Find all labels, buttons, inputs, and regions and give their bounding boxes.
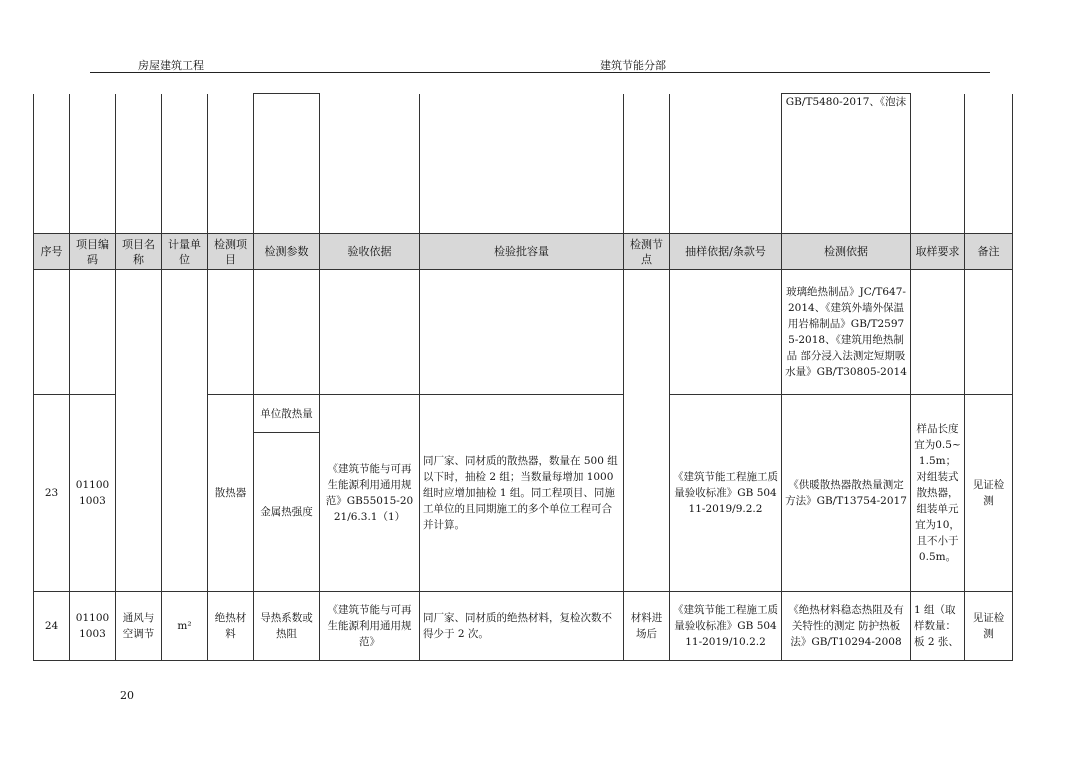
row23-test-basis: 《供暖散热器散热量测定方法》GB/T13754-2017	[782, 395, 911, 592]
row23-name-cell	[116, 270, 162, 592]
table-header-row	[34, 234, 1013, 270]
col-header-sampling: 抽样依据/条款号	[670, 234, 782, 270]
row23-sampling: 《建筑节能工程施工质量验收标准》GB 50411-2019/9.2.2	[670, 395, 782, 592]
col-header-unit: 计量单位	[162, 234, 208, 270]
row24-test-basis: 《绝热材料稳态热阻及有关特性的测定 防护热板法》GB/T10294-2008	[782, 592, 911, 661]
row24-sampling: 《建筑节能工程施工质量验收标准》GB 50411-2019/10.2.2	[670, 592, 782, 661]
row23-sample-req: 样品长度宜为0.5~1.5m；对组装式散热器，组装单元宜为10，且不小于0.5m。	[911, 395, 965, 592]
continuation-row	[34, 270, 1013, 395]
row24-remark: 见证检测	[965, 592, 1013, 661]
row23-param-1: 单位散热量	[254, 395, 320, 433]
table-row	[34, 592, 1013, 661]
col-header-acceptance: 验收依据	[320, 234, 420, 270]
row23-node-cell	[624, 270, 670, 592]
row23-seq: 23	[34, 395, 70, 592]
row24-param: 导热系数或热阻	[254, 592, 320, 661]
col-header-item: 检测项目	[208, 234, 254, 270]
col-header-sample-req: 取样要求	[911, 234, 965, 270]
row23-param-2: 金属热强度	[254, 433, 320, 592]
row24-acceptance: 《建筑节能与可再生能源利用通用规范》	[320, 592, 420, 661]
col-header-node: 检测节点	[624, 234, 670, 270]
col-header-name: 项目名称	[116, 234, 162, 270]
col-header-batch: 检验批容量	[420, 234, 624, 270]
col-header-param: 检测参数	[254, 234, 320, 270]
carryover-basis-cell: GB/T5480-2017、《泡沫	[782, 94, 911, 234]
col-header-seq: 序号	[34, 234, 70, 270]
row23-remark: 见证检测	[965, 395, 1013, 592]
page-number: 20	[120, 689, 134, 702]
row24-code: 01100 1003	[70, 592, 116, 661]
row23-acceptance: 《建筑节能与可再生能源利用通用规范》GB55015-2021/6.3.1（1）	[320, 395, 420, 592]
inspection-table	[33, 93, 1013, 661]
continuation-basis: 玻璃绝热制品》JC/T647-2014、《建筑外墙外保温用岩棉制品》GB/T25975-2018、《建筑用绝热制品 部分浸入法测定短期吸水量》GB/T30805-2014	[782, 270, 911, 395]
row24-item: 绝热材料	[208, 592, 254, 661]
carryover-row	[34, 94, 1013, 234]
col-header-code: 项目编码	[70, 234, 116, 270]
row24-batch: 同厂家、同材质的绝热材料，复检次数不得少于 2 次。	[420, 592, 624, 661]
row24-node: 材料进场后	[624, 592, 670, 661]
row24-name: 通风与空调节	[116, 592, 162, 661]
col-header-remark: 备注	[965, 234, 1013, 270]
row24-seq: 24	[34, 592, 70, 661]
row23-code: 01100 1003	[70, 395, 116, 592]
header-rule	[90, 72, 990, 73]
row23-batch: 同厂家、同材质的散热器，数量在 500 组以下时，抽检 2 组；当数量每增加 1000 组时应增加抽检 1 组。同工程项目、同施工单位的且同期施工的多个单位工程可合并计算。	[420, 395, 624, 592]
row24-unit: m²	[162, 592, 208, 661]
col-header-test-basis: 检测依据	[782, 234, 911, 270]
row23-item: 散热器	[208, 395, 254, 592]
header-project-type: 房屋建筑工程	[138, 59, 204, 72]
header-section: 建筑节能分部	[600, 59, 666, 72]
row23-unit-cell	[162, 270, 208, 592]
row24-sample-req: 1 组（取样数量：板 2 张、	[911, 592, 965, 661]
carryover-param-cell	[254, 94, 320, 234]
